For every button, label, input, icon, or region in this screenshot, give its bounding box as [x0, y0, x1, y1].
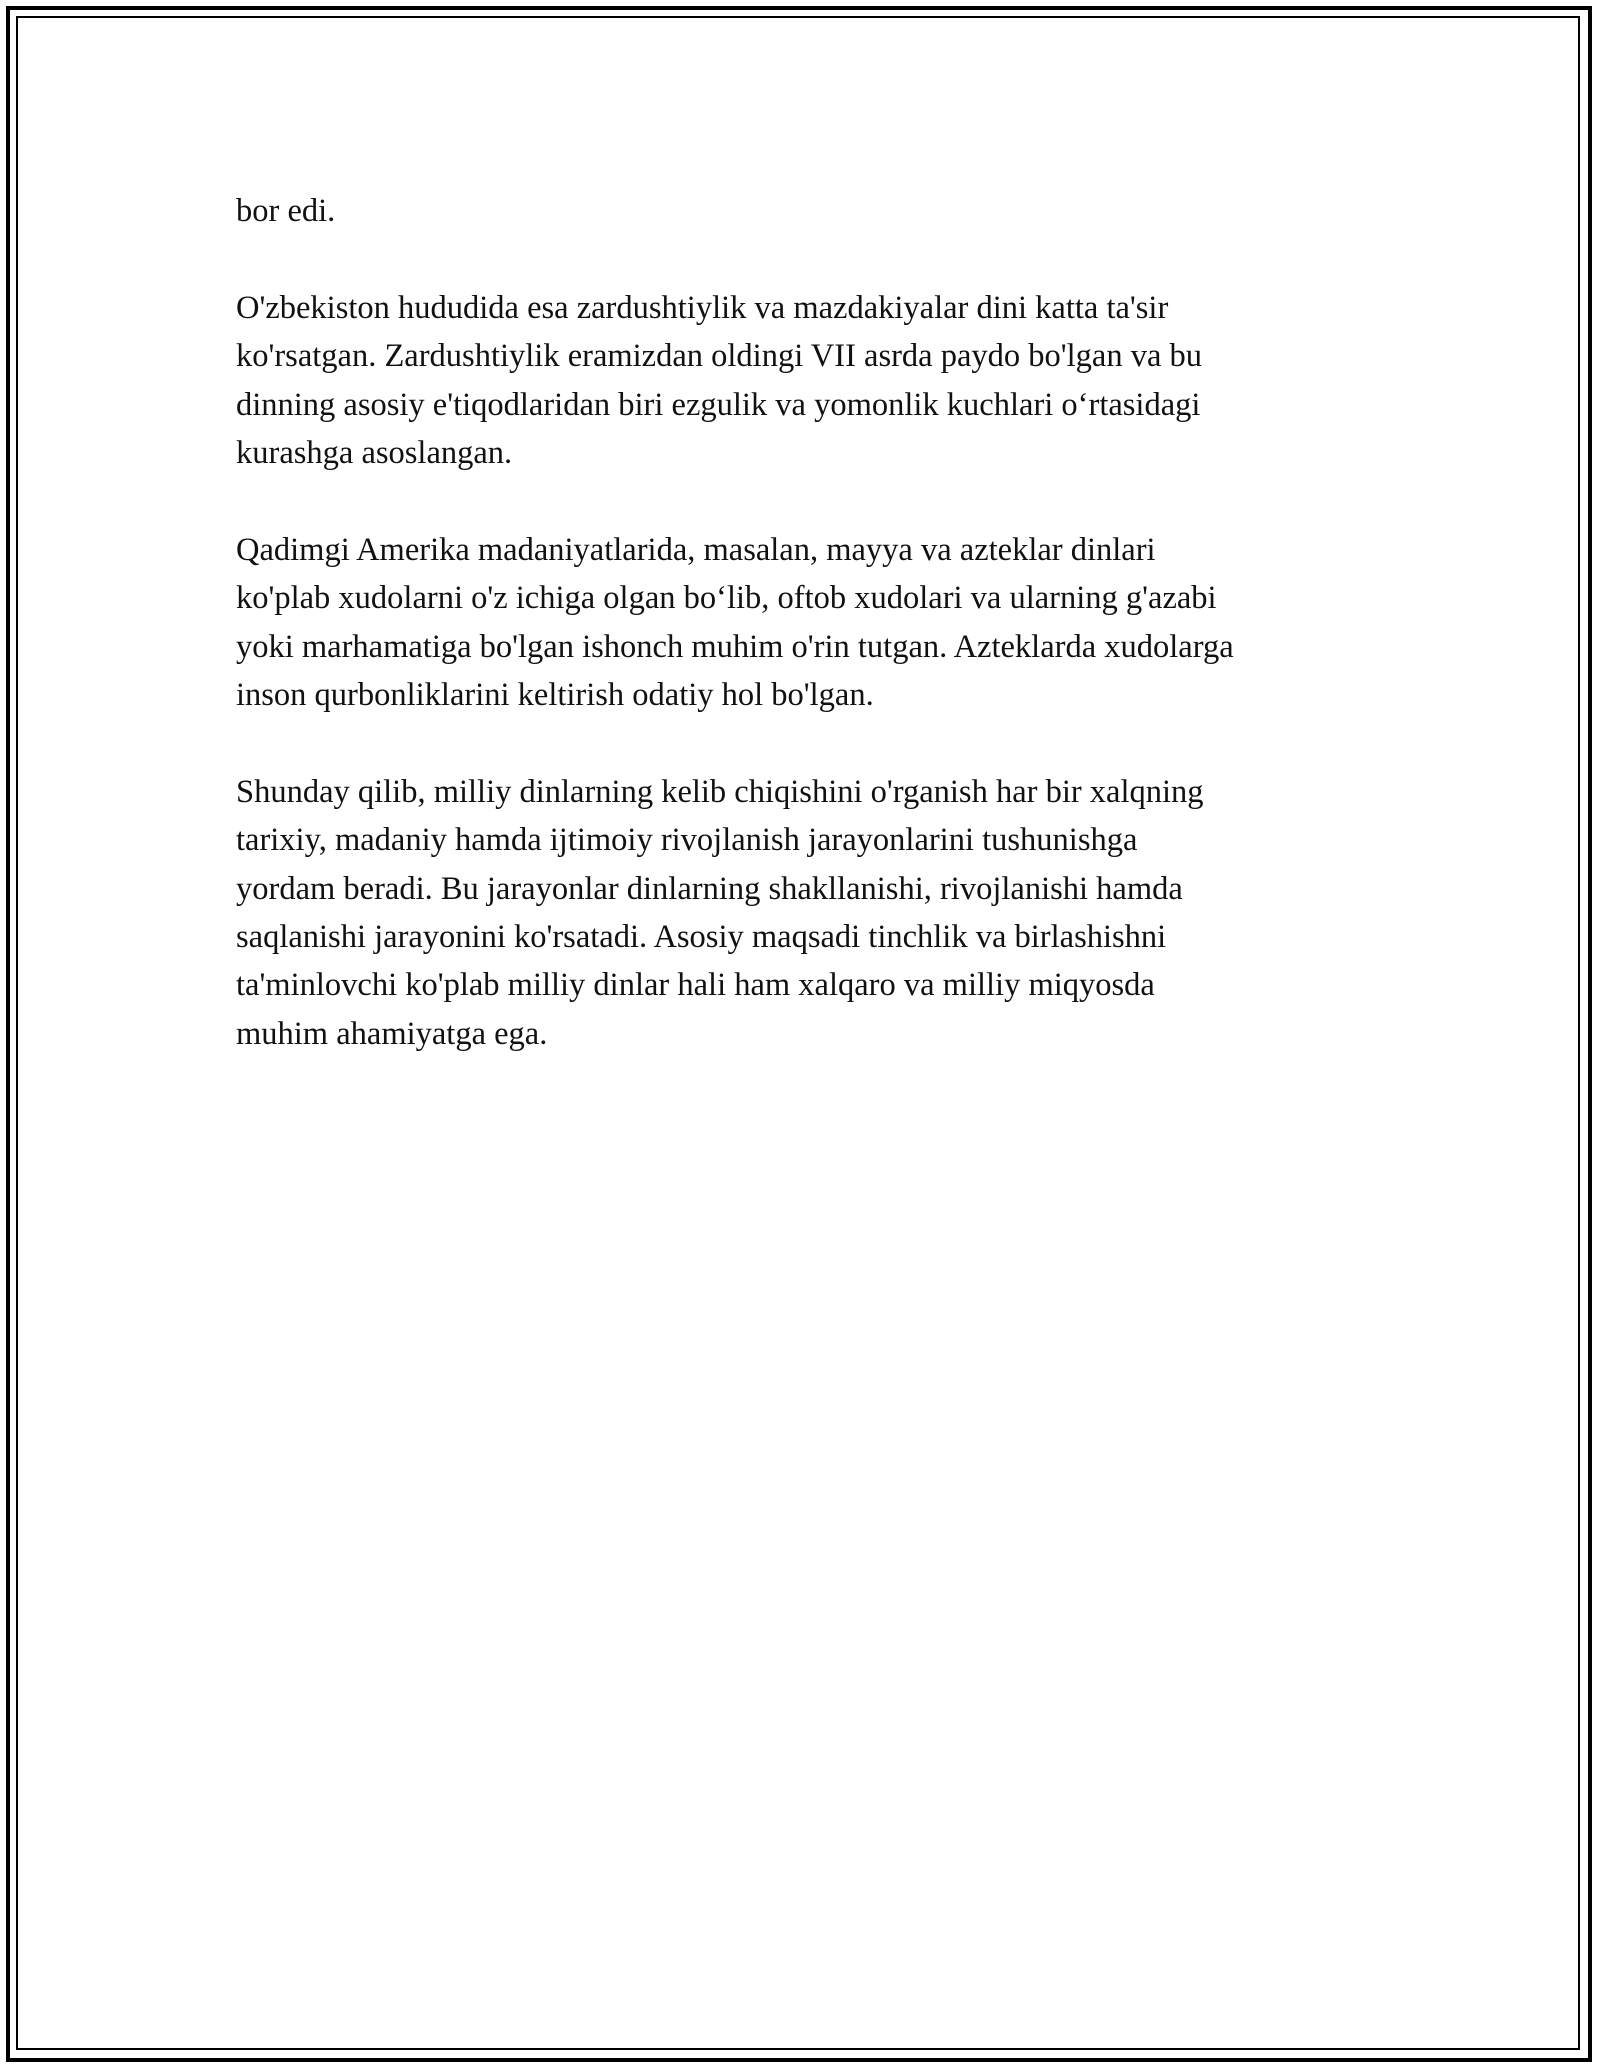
text-line: yordam beradi. Bu jarayonlar dinlarning shakllanishi, rivojlanishi hamda: [236, 870, 1183, 907]
text-line: Shunday qilib, milliy dinlarning kelib chiqishini o'rganish har bir xalqning: [236, 773, 1204, 810]
document-body: [236, 187, 1386, 1107]
text-line: dinning asosiy e'tiqodlaridan biri ezgulik va yomonlik kuchlari o‘rtasidagi: [236, 386, 1201, 423]
text-line: O'zbekiston hududida esa zardushtiylik va mazdakiyalar dini katta ta'sir: [236, 289, 1169, 326]
text-line: saqlanishi jarayonini ko'rsatadi. Asosiy maqsadi tinchlik va birlashishni: [236, 919, 1167, 956]
text-line: tarixiy, madaniy hamda ijtimoiy rivojlanish jarayonlarini tushunishga: [236, 822, 1138, 859]
text-line: kurashga asoslangan.: [236, 435, 513, 472]
paragraph-uzbekistan-zoroastrianism: [236, 284, 1386, 478]
text-line: bor edi.: [236, 193, 336, 229]
text-line: ko'plab xudolarni o'z ichiga olgan bo‘lib, oftob xudolari va ularning g'azabi: [236, 580, 1217, 617]
paragraph-conclusion: [236, 768, 1386, 1058]
text-line: ta'minlovchi ko'plab milliy dinlar hali ham xalqaro va milliy miqyosda: [236, 967, 1155, 1004]
text-line: yoki marhamatiga bo'lgan ishonch muhim o'rin tutgan. Azteklarda xudolarga: [236, 628, 1234, 665]
text-line: Qadimgi Amerika madaniyatlarida, masalan, mayya va azteklar dinlari: [236, 531, 1156, 568]
text-line: muhim ahamiyatga ega.: [236, 1015, 548, 1052]
paragraph-continuation: [236, 187, 1386, 235]
text-line: ko'rsatgan. Zardushtiylik eramizdan oldingi VII asrda paydo bo'lgan va bu: [236, 338, 1203, 375]
text-line: inson qurbonliklarini keltirish odatiy hol bo'lgan.: [236, 677, 874, 714]
paragraph-ancient-america: [236, 526, 1386, 720]
